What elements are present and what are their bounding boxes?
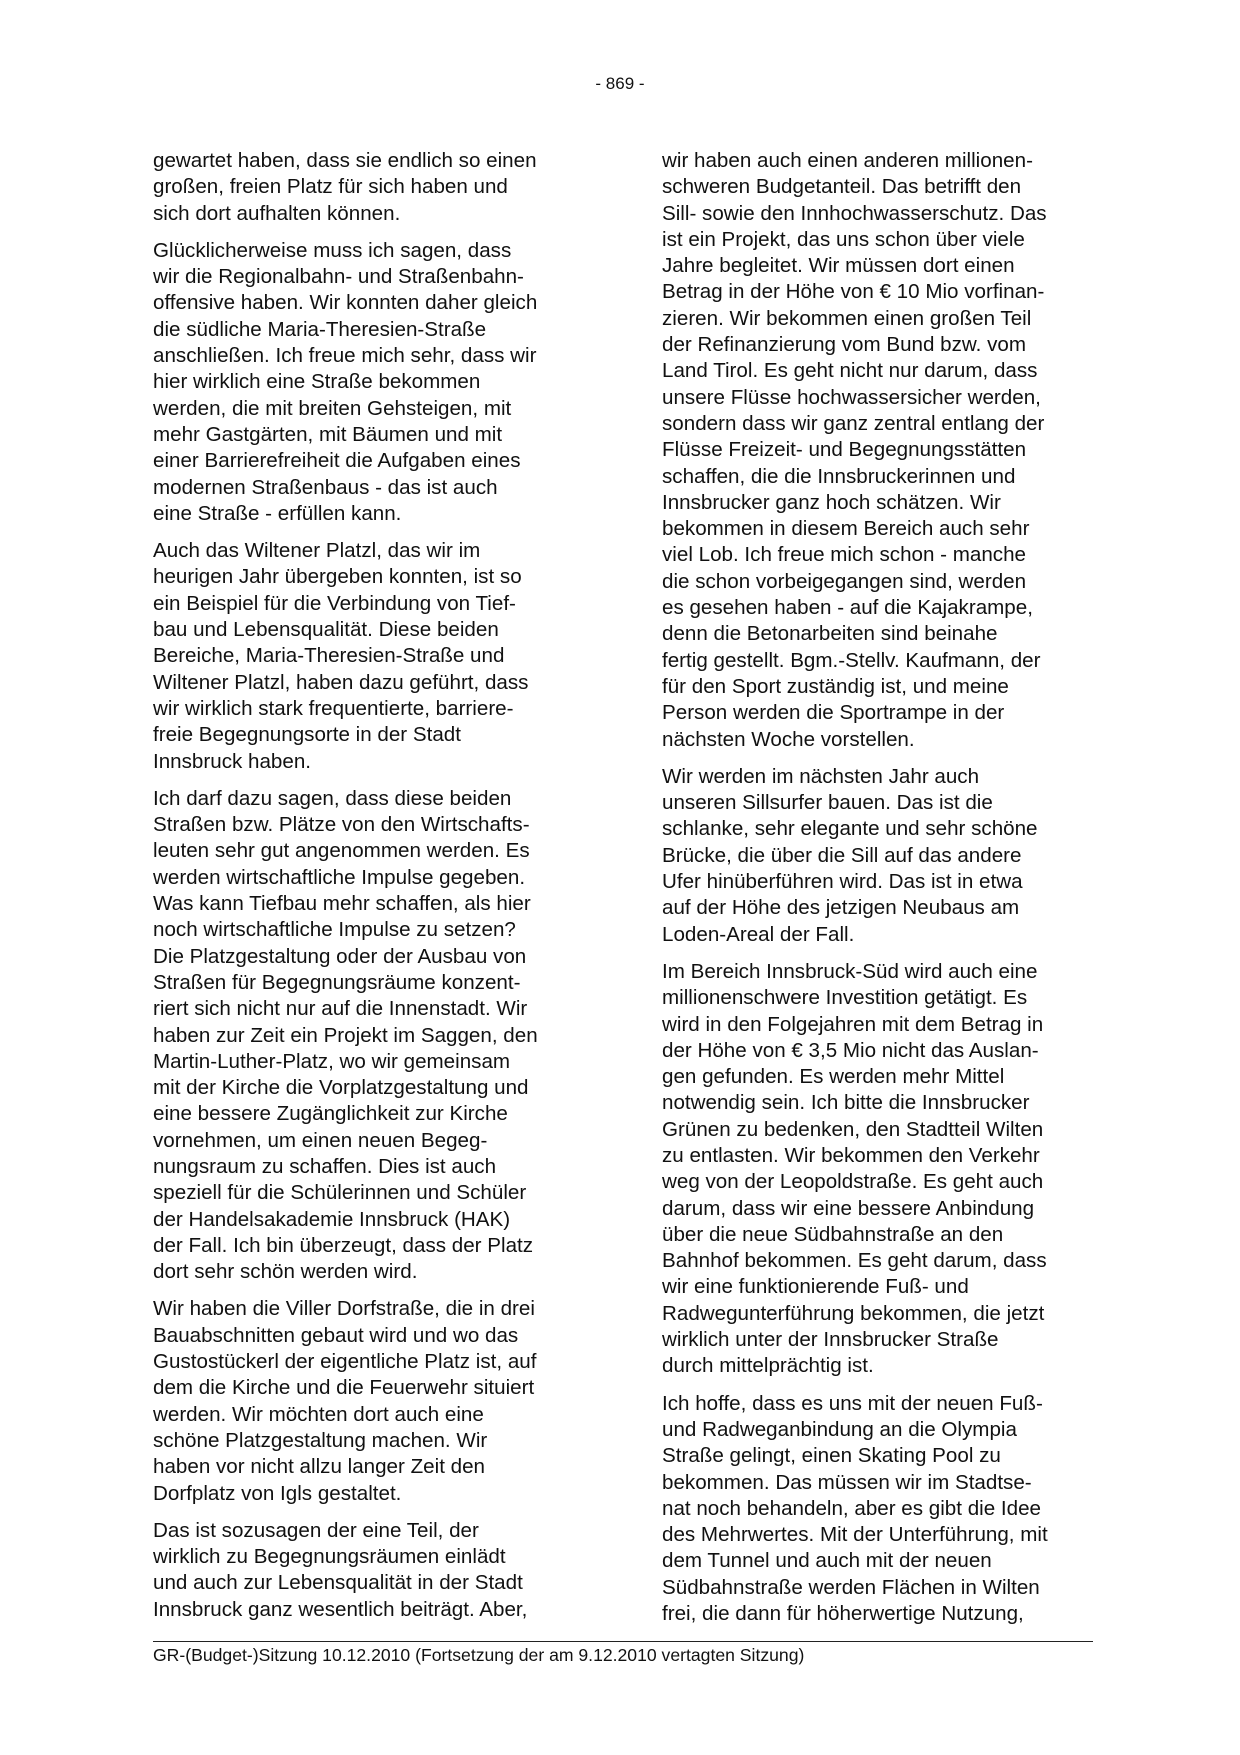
page-number: - 869 - xyxy=(595,74,645,93)
paragraph: Wir haben die Viller Dorfstraße, die in drei Bauabschnitten gebaut wird und wo das Gustostückerl der eigentliche Platz ist, auf dem die Kirche und die Feuerwehr situiert werden. Wir möchten dort auch eine schöne Platzgestaltung machen. Wir haben vor nicht allzu langer Zeit den Dorfplatz von Igls gestaltet. xyxy=(153,1297,537,1505)
paragraph: gewartet haben, dass sie endlich so einen großen, freien Platz für sich haben und sich dort aufhalten können. xyxy=(153,149,537,225)
paragraph: wir haben auch einen anderen millionen- schweren Budgetanteil. Das betrifft den Sill- sowie den Innhochwasserschutz. Das ist ein Projekt, das uns schon über viele Jahre begleitet. Wir müssen dort einen Betrag in der Höhe von € 10 Mio vorfinan- zieren. Wir bekommen einen großen Teil der Refinanzierung vom Bund bzw. vom Land Tirol. Es geht nicht nur darum, dass unsere Flüsse hochwassersicher werden, sondern dass wir ganz zentral entlang der Flüsse Freizeit- und Begegnungsstätten schaffen, die die Innsbruckerinnen und Innsbrucker ganz hoch schätzen. Wir bekommen in diesem Bereich auch sehr viel Lob. Ich freue mich schon - manche die schon vorbeigegangen sind, werden es gesehen haben - auf die Kajakrampe, denn die Betonarbeiten sind beinahe fertig gestellt. Bgm.-Stellv. Kaufmann, der für den Sport zuständig ist, und meine Person werden die Sportrampe in der nächsten Woche vorstellen. xyxy=(662,149,1047,751)
paragraph: Auch das Wiltener Platzl, das wir im heurigen Jahr übergeben konnten, ist so ein Beispiel für die Verbindung von Tief- bau und Lebensqualität. Diese beiden Bereiche, Maria-Theresien-Straße und Wiltener Platzl, haben dazu geführt, dass wir wirklich stark frequentierte, barriere- freie Begegnungsorte in der Stadt Innsbruck haben. xyxy=(153,539,529,773)
page-footer: GR-(Budget-)Sitzung 10.12.2010 (Fortsetzung der am 9.12.2010 vertagten Sitzung) xyxy=(153,1645,805,1665)
paragraph: Ich hoffe, dass es uns mit der neuen Fuß- und Radweganbindung an die Olympia Straße gelingt, einen Skating Pool zu bekommen. Das müssen wir im Stadtse- nat noch behandeln, aber es gibt die Idee des Mehrwertes. Mit der Unterführung, mit dem Tunnel und auch mit der neuen Südbahnstraße werden Flächen in Wilten frei, die dann für höherwertige Nutzung, xyxy=(662,1391,1048,1626)
paragraph: Wir werden im nächsten Jahr auch unseren Sillsurfer bauen. Das ist die schlanke, sehr elegante und sehr schöne Brücke, die über die Sill auf das andere Ufer hinüberführen wird. Das ist in etwa auf der Höhe des jetzigen Neubaus am Loden-Areal der Fall. xyxy=(662,764,1038,946)
right-column xyxy=(662,148,1094,1638)
paragraph: Ich darf dazu sagen, dass diese beiden Straßen bzw. Plätze von den Wirtschafts- leuten sehr gut angenommen werden. Es werden wirtschaftliche Impulse gegeben. Was kann Tiefbau mehr schaffen, als hier noch wirtschaftliche Impulse zu setzen? Die Platzgestaltung oder der Ausbau von Straßen für Begegnungsräume konzent- riert sich nicht nur auf die Innenstadt. Wir haben zur Zeit ein Projekt im Saggen, den Martin-Luther-Platz, wo wir gemeinsam mit der Kirche die Vorplatzgestaltung und eine bessere Zugänglichkeit zur Kirche vornehmen, um einen neuen Begeg- nungsraum zu schaffen. Dies ist auch speziell für die Schülerinnen und Schüler der Handelsakademie Innsbruck (HAK) der Fall. Ich bin überzeugt, dass der Platz dort sehr schön werden wird. xyxy=(153,786,538,1284)
paragraph: Glücklicherweise muss ich sagen, dass wir die Regionalbahn- und Straßenbahn- offensive haben. Wir konnten daher gleich die südliche Maria-Theresien-Straße anschließen. Ich freue mich sehr, dass wir hier wirklich eine Straße bekommen werden, die mit breiten Gehsteigen, mit mehr Gastgärten, mit Bäumen und mit einer Barrierefreiheit die Aufgaben eines modernen Straßenbaus - das ist auch eine Straße - erfüllen kann. xyxy=(153,238,538,525)
paragraph: Das ist sozusagen der eine Teil, der wirklich zu Begegnungsräumen einlädt und auch zur Lebensqualität in der Stadt Innsbruck ganz wesentlich beiträgt. Aber, xyxy=(153,1518,528,1621)
footer-divider xyxy=(153,1641,1093,1642)
paragraph: Im Bereich Innsbruck-Süd wird auch eine millionenschwere Investition getätigt. Es wird in den Folgejahren mit dem Betrag in der Höhe von € 3,5 Mio nicht das Auslan- gen gefunden. Es werden mehr Mittel notwendig sein. Ich bitte die Innsbrucker Grünen zu bedenken, den Stadtteil Wilten zu entlasten. Wir bekommen den Verkehr weg von der Leopoldstraße. Es geht auch darum, dass wir eine bessere Anbindung über die neue Südbahnstraße an den Bahnhof bekommen. Es geht darum, dass wir eine funktionierende Fuß- und Radwegunterführung bekommen, die jetzt wirklich unter der Innsbrucker Straße durch mittelprächtig ist. xyxy=(662,959,1047,1378)
left-column xyxy=(153,148,581,1634)
